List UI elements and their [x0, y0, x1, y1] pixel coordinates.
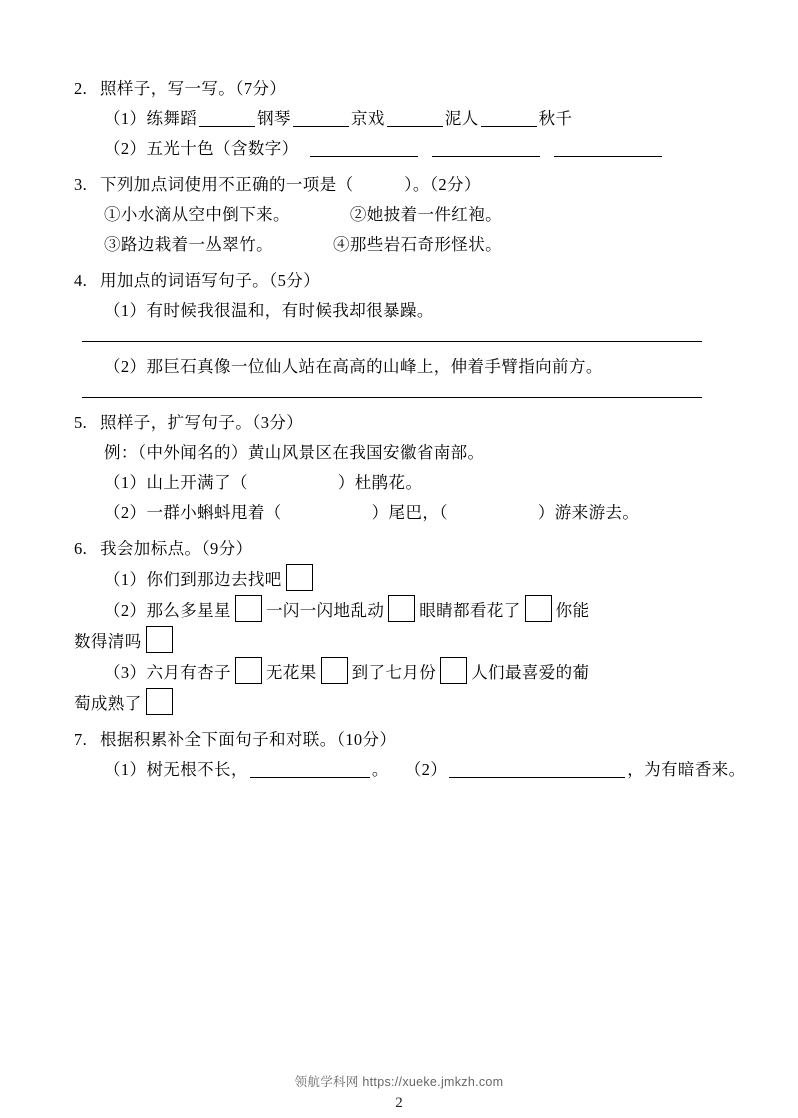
question-6-sub3-e: 萄成熟了	[74, 694, 142, 713]
answer-blank[interactable]	[250, 760, 370, 778]
punctuation-box[interactable]	[440, 657, 467, 684]
question-2-title: 照样子，写一写。（7分）	[100, 79, 287, 98]
question-5-sub2	[74, 498, 724, 528]
question-5-sub1-prefix: （1）山上开满了（	[104, 473, 248, 492]
question-5-sub2-prefix: （2）一群小蝌蚪甩着（	[104, 503, 282, 522]
question-6-number: 6.	[74, 539, 88, 558]
question-7-sub1-prefix: （1）树无根不长，	[104, 760, 248, 779]
question-6-sub2-e: 数得清吗	[74, 632, 142, 651]
question-6	[74, 534, 724, 719]
question-2-item-2: 京戏	[350, 109, 385, 128]
question-6-header	[74, 534, 724, 564]
page-number: 2	[395, 1095, 403, 1111]
question-5-sub2-suffix: ）游来游去。	[537, 503, 640, 522]
question-6-title: 我会加标点。（9分）	[100, 539, 253, 558]
question-6-sub3-c: 到了七月份	[351, 663, 437, 682]
question-4-title: 用加点的词语写句子。（5分）	[100, 271, 321, 290]
question-6-sub3-line1	[74, 657, 724, 688]
answer-blank[interactable]	[554, 139, 662, 157]
answer-writing-line[interactable]	[82, 340, 702, 342]
question-4	[74, 266, 724, 398]
question-2-item-4: 秋千	[538, 109, 573, 128]
question-4-sub1: （1）有时候我很温和，有时候我却很暴躁。	[104, 301, 434, 320]
question-6-sub1-text: （1）你们到那边去找吧	[104, 570, 282, 589]
answer-writing-line[interactable]	[82, 396, 702, 398]
punctuation-box[interactable]	[525, 595, 552, 622]
question-2-sub1-label: （1）	[104, 109, 147, 128]
question-7-header	[74, 725, 724, 755]
question-2-sub2-text: 五光十色（含数字）	[146, 139, 299, 158]
punctuation-box[interactable]	[286, 564, 313, 591]
punctuation-box[interactable]	[146, 626, 173, 653]
question-4-number: 4.	[74, 271, 88, 290]
punctuation-box[interactable]	[146, 688, 173, 715]
punctuation-box[interactable]	[321, 657, 348, 684]
question-3-option-3[interactable]: ③路边栽着一丛翠竹。	[104, 235, 273, 254]
answer-blank[interactable]	[387, 109, 443, 127]
question-3-option-1[interactable]: ①小水滴从空中倒下来。	[104, 205, 290, 224]
question-6-sub3-a: （3）六月有杏子	[104, 663, 231, 682]
question-6-sub2-line1	[74, 595, 724, 626]
question-3-option-4[interactable]: ④那些岩石奇形怪状。	[333, 235, 502, 254]
question-6-sub3-line2	[74, 688, 724, 719]
question-2-sub1	[74, 104, 724, 134]
question-4-header	[74, 266, 724, 296]
question-2-sub2	[74, 134, 724, 164]
question-5	[74, 408, 724, 528]
question-7	[74, 725, 746, 785]
question-2-item-0: 练舞蹈	[146, 109, 198, 128]
question-2-item-3: 泥人	[444, 109, 479, 128]
question-3-number: 3.	[74, 175, 88, 194]
question-6-sub2-line2	[74, 626, 724, 657]
question-2-header	[74, 74, 724, 104]
question-2-sub2-label: （2）	[104, 139, 147, 158]
question-6-sub2-d: 你能	[555, 601, 590, 620]
question-6-sub2-c: 眼睛都看花了	[419, 601, 521, 620]
question-6-sub3-b: 无花果	[265, 663, 317, 682]
answer-blank[interactable]	[310, 139, 418, 157]
punctuation-box[interactable]	[388, 595, 415, 622]
question-2	[74, 74, 724, 164]
answer-blank[interactable]	[481, 109, 537, 127]
punctuation-box[interactable]	[235, 595, 262, 622]
answer-blank[interactable]	[432, 139, 540, 157]
question-3	[74, 170, 724, 260]
question-3-options-row-2	[74, 230, 724, 260]
question-3-title: 下列加点词使用不正确的一项是（ ）。（2分）	[100, 175, 481, 194]
question-6-sub2-a: （2）那么多星星	[104, 601, 231, 620]
question-7-sub2-suffix: ，为有暗香来。	[627, 760, 746, 779]
question-5-sub1-suffix: ）杜鹃花。	[337, 473, 423, 492]
question-3-options-row-1	[74, 200, 724, 230]
question-5-sub1	[74, 468, 724, 498]
question-3-header	[74, 170, 724, 200]
question-7-sub1	[74, 755, 746, 785]
question-5-number: 5.	[74, 413, 88, 432]
question-7-sub2-label: （2）	[404, 760, 448, 779]
question-6-sub3-d: 人们最喜爱的葡	[471, 663, 590, 682]
question-5-example: 例：（中外闻名的）黄山风景区在我国安徽省南部。	[104, 443, 485, 462]
page-footer: 领航学科网 https://xueke.jmkzh.com	[294, 1075, 504, 1089]
question-5-title: 照样子，扩写句子。（3分）	[100, 413, 304, 432]
question-2-number: 2.	[74, 79, 88, 98]
question-6-sub2-b: 一闪一闪地乱动	[265, 601, 385, 620]
question-5-sub2-mid: ）尾巴，（	[371, 503, 448, 522]
answer-blank[interactable]	[293, 109, 349, 127]
question-2-item-1: 钢琴	[257, 109, 291, 128]
question-7-number: 7.	[74, 730, 88, 749]
question-6-sub1	[74, 564, 724, 595]
question-7-title: 根据积累补全下面句子和对联。（10分）	[100, 730, 397, 749]
answer-blank[interactable]	[199, 109, 255, 127]
answer-blank[interactable]	[449, 760, 625, 778]
question-3-option-2[interactable]: ②她披着一件红袍。	[349, 205, 503, 224]
question-7-sub1-period: 。	[371, 760, 389, 779]
question-5-header	[74, 408, 724, 438]
punctuation-box[interactable]	[235, 657, 262, 684]
question-4-sub2: （2）那巨石真像一位仙人站在高高的山峰上，伸着手臂指向前方。	[104, 357, 603, 376]
